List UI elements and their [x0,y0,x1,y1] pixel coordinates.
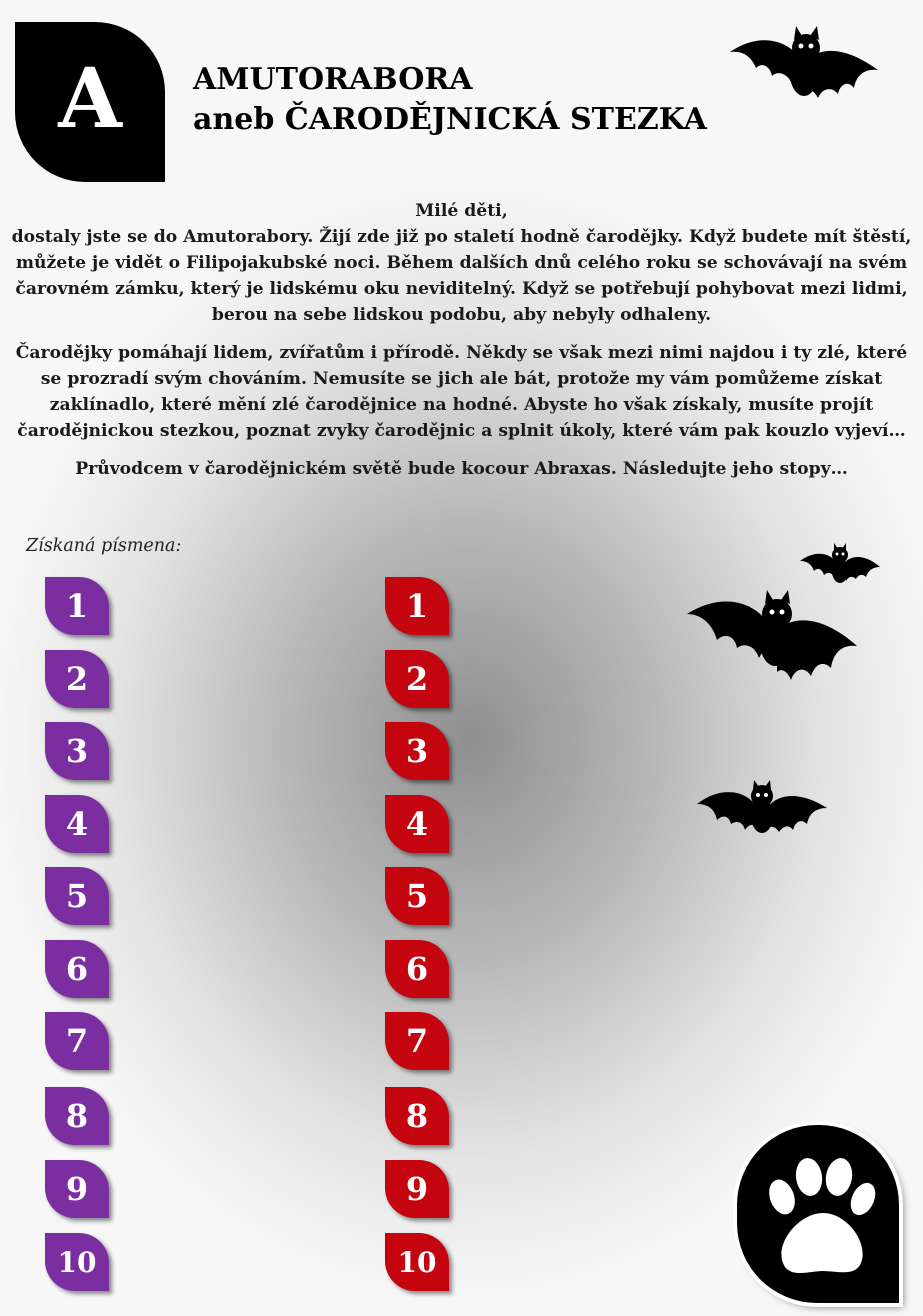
red-number-8: 8 [385,1087,449,1145]
red-number-4: 4 [385,795,449,853]
purple-number-4: 4 [45,795,109,853]
intro-paragraph-2: Čarodějky pomáhají lidem, zvířatům i přírodě. Někdy se však mezi nimi najdou i ty zlé, které se prozradí svým chováním. Nemusíte se jich ale bát, protože my vám pomůžeme získat zaklínadlo, které mění zlé čarodějnice na hodné. Abyste ho však získaly, musíte projít čarodějnickou stezkou, poznat zvyky čarodějnic a splnit úkoly, které vám pak kouzlo vyjeví… [15,343,908,441]
red-number-9: 9 [385,1160,449,1218]
purple-number-1: 1 [45,577,109,635]
intro-paragraph-3: Průvodcem v čarodějnickém světě bude kocour Abraxas. Následujte jeho stopy… [75,459,848,479]
red-number-2: 2 [385,650,449,708]
purple-number-5: 5 [45,867,109,925]
title-line-2: aneb ČARODĚJNICKÁ STEZKA [193,102,707,137]
letters-label: Získaná písmena: [26,536,182,556]
intro-text [8,198,915,494]
intro-paragraph-1: dostaly jste se do Amutorabory. Žijí zde již po staletí hodně čarodějky. Když budete mít štěstí, můžete je vidět o Filipojakubské noci. Během dalších dnů celého roku se schovávají na svém čarovném zámku, který je lidskému oku neviditelný. Když se potřebují pohybovat mezi lidmi, berou na sebe lidskou podobu, aby nebyly odhaleny. [11,227,912,325]
red-number-10: 10 [385,1233,449,1291]
letter-badge [15,22,165,182]
purple-number-7: 7 [45,1012,109,1070]
paw-badge [737,1125,899,1303]
red-number-7: 7 [385,1012,449,1070]
title-line-1: AMUTORABORA [193,62,473,97]
bat-icon [685,586,860,711]
bat-icon [695,778,830,863]
red-number-3: 3 [385,722,449,780]
red-number-6: 6 [385,940,449,998]
badge-letter: A [58,51,122,147]
purple-number-10: 10 [45,1233,109,1291]
purple-number-6: 6 [45,940,109,998]
red-number-1: 1 [385,577,449,635]
purple-number-3: 3 [45,722,109,780]
purple-number-9: 9 [45,1160,109,1218]
purple-number-2: 2 [45,650,109,708]
paw-icon [737,1125,899,1303]
greeting: Milé děti, [415,201,508,221]
red-number-5: 5 [385,867,449,925]
purple-number-8: 8 [45,1087,109,1145]
page-title [193,60,707,140]
bat-icon [722,22,882,132]
